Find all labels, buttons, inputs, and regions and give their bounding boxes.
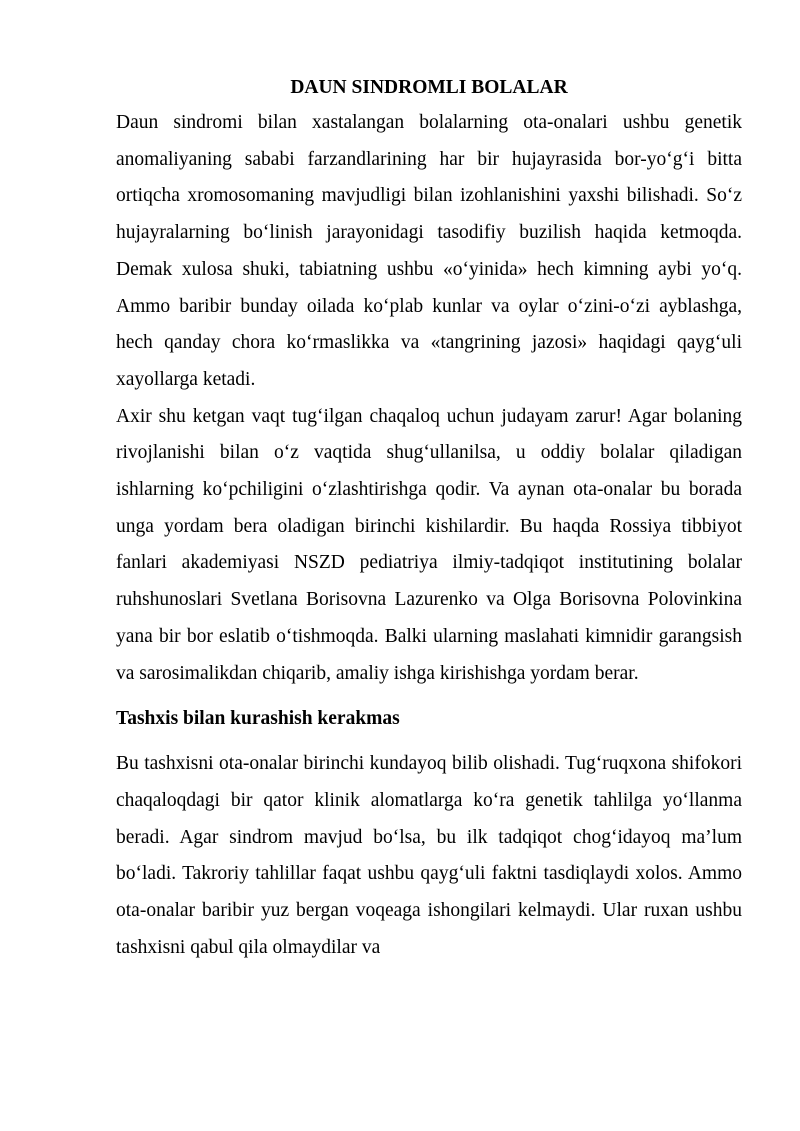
body-paragraph-1: Daun sindromi bilan xastalangan bolalarning ota-onalari ushbu genetik anomaliyaning sababi farzandlarining har bir hujayrasida bor-yo‘g‘i bitta ortiqcha xromosomaning mavjudligi bilan izohlanishini yaxshi bilishadi. So‘z hujayralarning bo‘linish jarayonidagi tasodifiy buzilish haqida ketmoqda. Demak xulosa shuki, tabiatning ushbu «o‘yinida» hech kimning aybi yo‘q. Ammo baribir bunday oilada ko‘plab kunlar va oylar o‘zini-o‘zi ayblashga, hech qanday chora ko‘rmaslikka va «tangrining jazosi» haqidagi qayg‘uli xayollarga ketadi. [116, 112, 742, 390]
body-paragraph-2: Axir shu ketgan vaqt tug‘ilgan chaqaloq uchun judayam zarur! Agar bolaning rivojlanishi bilan o‘z vaqtida shug‘ullanilsa, u oddiy bolalar qiladigan ishlarning ko‘pchiligini o‘zlashtirishga qodir. Va aynan ota-onalar bu borada unga yordam bera oladigan birinchi kishilardir. Bu haqda Rossiya tibbiyot fanlari akademiyasi NSZD pediatriya ilmiy-tadqiqot institutining bolalar ruhshunoslari Svetlana Borisovna Lazurenko va Olga Borisovna Polovinkina yana bir bor eslatib o‘tishmoqda. Balki ularning maslahati kimnidir garangsish va sarosimalikdan chiqarib, amaliy ishga kirishishga yordam berar. [116, 405, 742, 684]
document-title: DAUN SINDROMLI BOLALAR [290, 77, 568, 98]
document-body [116, 73, 742, 966]
section-paragraph: Bu tashxisni ota-onalar birinchi kundayoq bilib olishadi. Tug‘ruqxona shifokori chaqaloqdagi bir qator klinik alomatlarga ko‘ra genetik tahlilga yo‘llanma beradi. Agar sindrom mavjud bo‘lsa, bu ilk tadqiqot chog‘idayoq ma’lum bo‘ladi. Takroriy tahlillar faqat ushbu qayg‘uli faktni tasdiqlaydi xolos. Ammo ota-onalar baribir yuz bergan voqeaga ishongilari kelmaydi. Ular ruxan ushbu tashxisni qabul qila olmaydilar va [116, 753, 742, 958]
section-heading: Tashxis bilan kurashish kerakmas [116, 708, 400, 730]
